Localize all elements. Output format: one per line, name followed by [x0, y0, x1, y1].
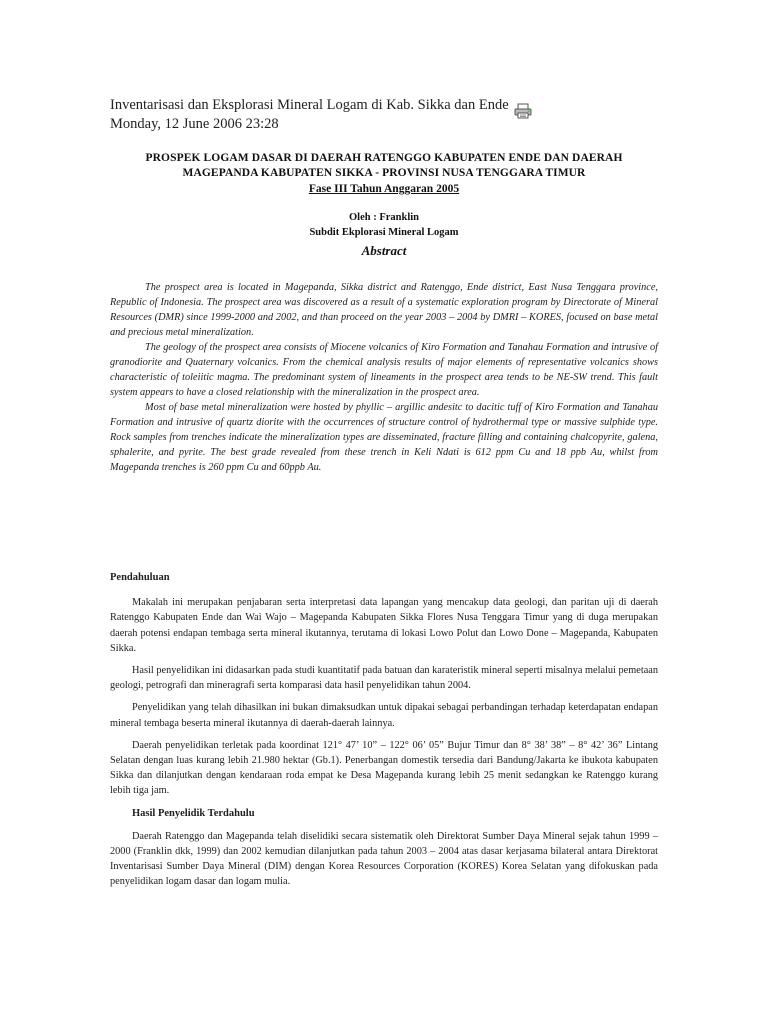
body-section [110, 570, 658, 897]
document-title: Inventarisasi dan Eksplorasi Mineral Logam di Kab. Sikka dan Ende [110, 97, 509, 113]
report-title: PROSPEK LOGAM DASAR DI DAERAH RATENGGO KABUPATEN ENDE DAN DAERAH MAGEPANDA KABUPATEN SIKKA - PROVINSI NUSA TENGGARA TIMUR [145, 152, 623, 179]
section-heading-hasil: Hasil Penyelidik Terdahulu [132, 807, 255, 819]
body-paragraph: Penyelidikan yang telah dihasilkan ini bukan dimaksudkan untuk dipakai sebagai perbandingan terhadap keterdapatan endapan mineral tembaga beserta mineral ikutannya di daerah-daerah lainnya. [110, 702, 658, 729]
abstract-paragraph: The geology of the prospect area consists of Miocene volcanics of Kiro Formation and Tanahau Formation and intrusive of granodiorite and Quaternary volcanics. From the chemical analysis results of major elements of representative volcanics shows characteristic of toleiitic magma. The predominant system of lineaments in the prospect area tends to be NE-SW trend. This fault system appears to have a closed relationship with the mineralization in the prospect area. [110, 342, 658, 398]
document-date: Monday, 12 June 2006 23:28 [110, 116, 279, 132]
report-header [110, 151, 658, 259]
body-paragraph: Daerah Ratenggo dan Magepanda telah diselidiki secara sistematik oleh Direktorat Sumber Daya Mineral sejak tahun 1999 – 2000 (Franklin dkk, 1999) dan 2002 kemudian dilanjutkan pada tahun 2003 – 2004 atas dasar kerjasama bilateral antara Direktorat Inventarisasi Sumber Daya Mineral (DIM) dengan Korea Resources Corporation (KORES) Korea Selatan yang difokuskan pada penyelidikan logam dasar dan logam mulia. [110, 830, 658, 888]
abstract-paragraph: The prospect area is located in Magepanda, Sikka district and Ratenggo, Ende district, East Nusa Tenggara province, Republic of Indonesia. The prospect area was discovered as a result of a systematic exploration program by Directorate of Mineral Resources (DMR) since 1999-2000 and 2002, and than proceed on the year 2003 – 2004 by DMRI – KORES, focused on base metal and precious metal mineralization. [110, 282, 658, 338]
printer-icon[interactable] [514, 103, 532, 119]
body-paragraph: Hasil penyelidikan ini didasarkan pada studi kuantitatif pada batuan dan karateristik mineral seperti misalnya melalui pemetaan geologi, petrografi dan mineragrafi serta komparasi data hasil penyelidikan tahun 2004. [110, 665, 658, 692]
report-department: Subdit Ekplorasi Mineral Logam [309, 227, 459, 238]
document-header [110, 96, 510, 134]
report-phase: Fase III Tahun Anggaran 2005 [308, 183, 460, 195]
abstract-heading: Abstract [361, 243, 407, 258]
report-author: Oleh : Franklin [348, 212, 419, 223]
body-paragraph: Makalah ini merupakan penjabaran serta interpretasi data lapangan yang mencakup data geologi, dan paritan uji di daerah Ratenggo Kabupaten Ende dan Wai Wajo – Magepanda Kabupaten Sikka Flores Nusa Tenggara Timur yang di duga merupakan daerah potensi endapan tembaga serta mineral ikutannya, terutama di lokasi Lowo Polut dan Lowo Done – Magepanda, Kabupaten Sikka. [110, 597, 658, 654]
abstract-paragraph: Most of base metal mineralization were hosted by phyllic – argillic andesitc to dacitic tuff of Kiro Formation and Tanahau Formation and intrusive of quartz diorite with the occurrences of structure control of hydrothermal type or massive sulphide type. Rock samples from trenches indicate the mineralization types are disseminated, fracture filling and containing chalcopyrite, galena, sphalerite, and pyrite. The best grade revealed from these trench in Keli Ndati is 612 ppm Cu and 18 ppb Au, whilst from Magepanda trenches is 260 ppm Cu and 60ppb Au. [110, 402, 658, 473]
section-heading-pendahuluan: Pendahuluan [110, 572, 170, 583]
abstract-section [110, 280, 658, 475]
body-paragraph: Daerah penyelidikan terletak pada koordinat 121° 47’ 10” – 122° 06’ 05” Bujur Timur dan 8° 38’ 38” – 8° 42’ 36” Lintang Selatan dengan luas kurang lebih 21.980 hektar (Gb.1). Penerbangan domestik tersedia dari Bandung/Jakarta ke ibukota kabupaten Sikka dan dilanjutkan dengan kendaraan roda empat ke Desa Magepanda kurang lebih 25 menit sedangkan ke Ratenggo kurang lebih tiga jam. [110, 739, 658, 797]
